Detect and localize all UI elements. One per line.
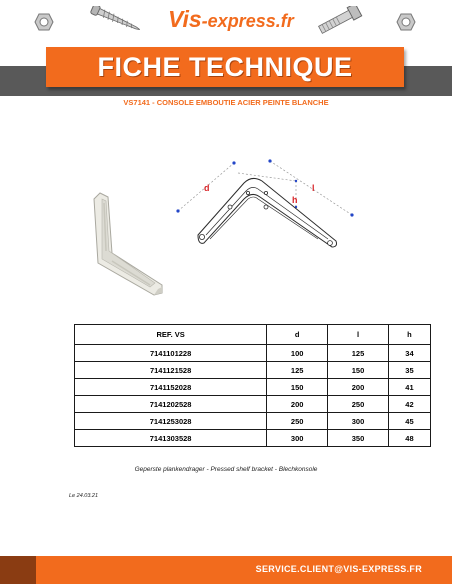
table-cell: 35	[388, 362, 430, 379]
banner	[46, 47, 404, 87]
wood-screw-icon	[88, 6, 144, 32]
diagram-label-l: l	[312, 183, 315, 193]
product-caption: Geperste plankendrager - Pressed shelf bracket - Blechkonsole	[134, 466, 318, 473]
column-header: REF. VS	[75, 325, 267, 345]
table-row	[75, 413, 431, 430]
column-header: l	[328, 325, 389, 345]
footer-email-link[interactable]: SERVICE.CLIENT@VIS-EXPRESS.FR	[255, 564, 422, 574]
table-cell: 300	[328, 413, 389, 430]
table-cell: 7141101228	[75, 345, 267, 362]
column-header: d	[267, 325, 328, 345]
table-cell: 300	[267, 430, 328, 447]
table-cell: 34	[388, 345, 430, 362]
table-header-row	[75, 325, 431, 345]
table-row	[75, 396, 431, 413]
table-cell: 200	[267, 396, 328, 413]
table-cell: 7141121528	[75, 362, 267, 379]
table-cell: 7141303528	[75, 430, 267, 447]
table-cell: 41	[388, 379, 430, 396]
product-title: VS7141 - CONSOLE EMBOUTIE ACIER PEINTE BLANCHE	[123, 98, 329, 107]
table-cell: 200	[328, 379, 389, 396]
hex-bolt-icon	[312, 6, 366, 34]
table-cell: 100	[267, 345, 328, 362]
specification-table	[74, 324, 431, 447]
diagram-label-h: h	[292, 195, 298, 205]
table-cell: 7141253028	[75, 413, 267, 430]
table-cell: 125	[328, 345, 389, 362]
table-cell: 250	[267, 413, 328, 430]
column-header: h	[388, 325, 430, 345]
diagram-label-d: d	[204, 183, 210, 193]
table-cell: 125	[267, 362, 328, 379]
table-cell: 250	[328, 396, 389, 413]
table-cell: 150	[328, 362, 389, 379]
table-cell: 48	[388, 430, 430, 447]
table-cell: 45	[388, 413, 430, 430]
bracket-photo	[92, 191, 166, 299]
table-row	[75, 362, 431, 379]
footer-bar	[0, 556, 452, 584]
nut-icon	[396, 13, 416, 31]
table-cell: 350	[328, 430, 389, 447]
footer-accent-block	[0, 556, 36, 584]
table-row	[75, 345, 431, 362]
table-cell: 42	[388, 396, 430, 413]
bracket-dimension-diagram	[168, 155, 364, 255]
table-cell: 150	[267, 379, 328, 396]
table-row	[75, 379, 431, 396]
nut-icon	[34, 13, 54, 31]
table-cell: 7141152028	[75, 379, 267, 396]
brand-logo: Vis-express.fr	[168, 6, 294, 32]
banner-title: FICHE TECHNIQUE	[97, 51, 353, 82]
document-date: Le 24.03.21	[69, 493, 99, 499]
table-cell: 7141202528	[75, 396, 267, 413]
table-row	[75, 430, 431, 447]
